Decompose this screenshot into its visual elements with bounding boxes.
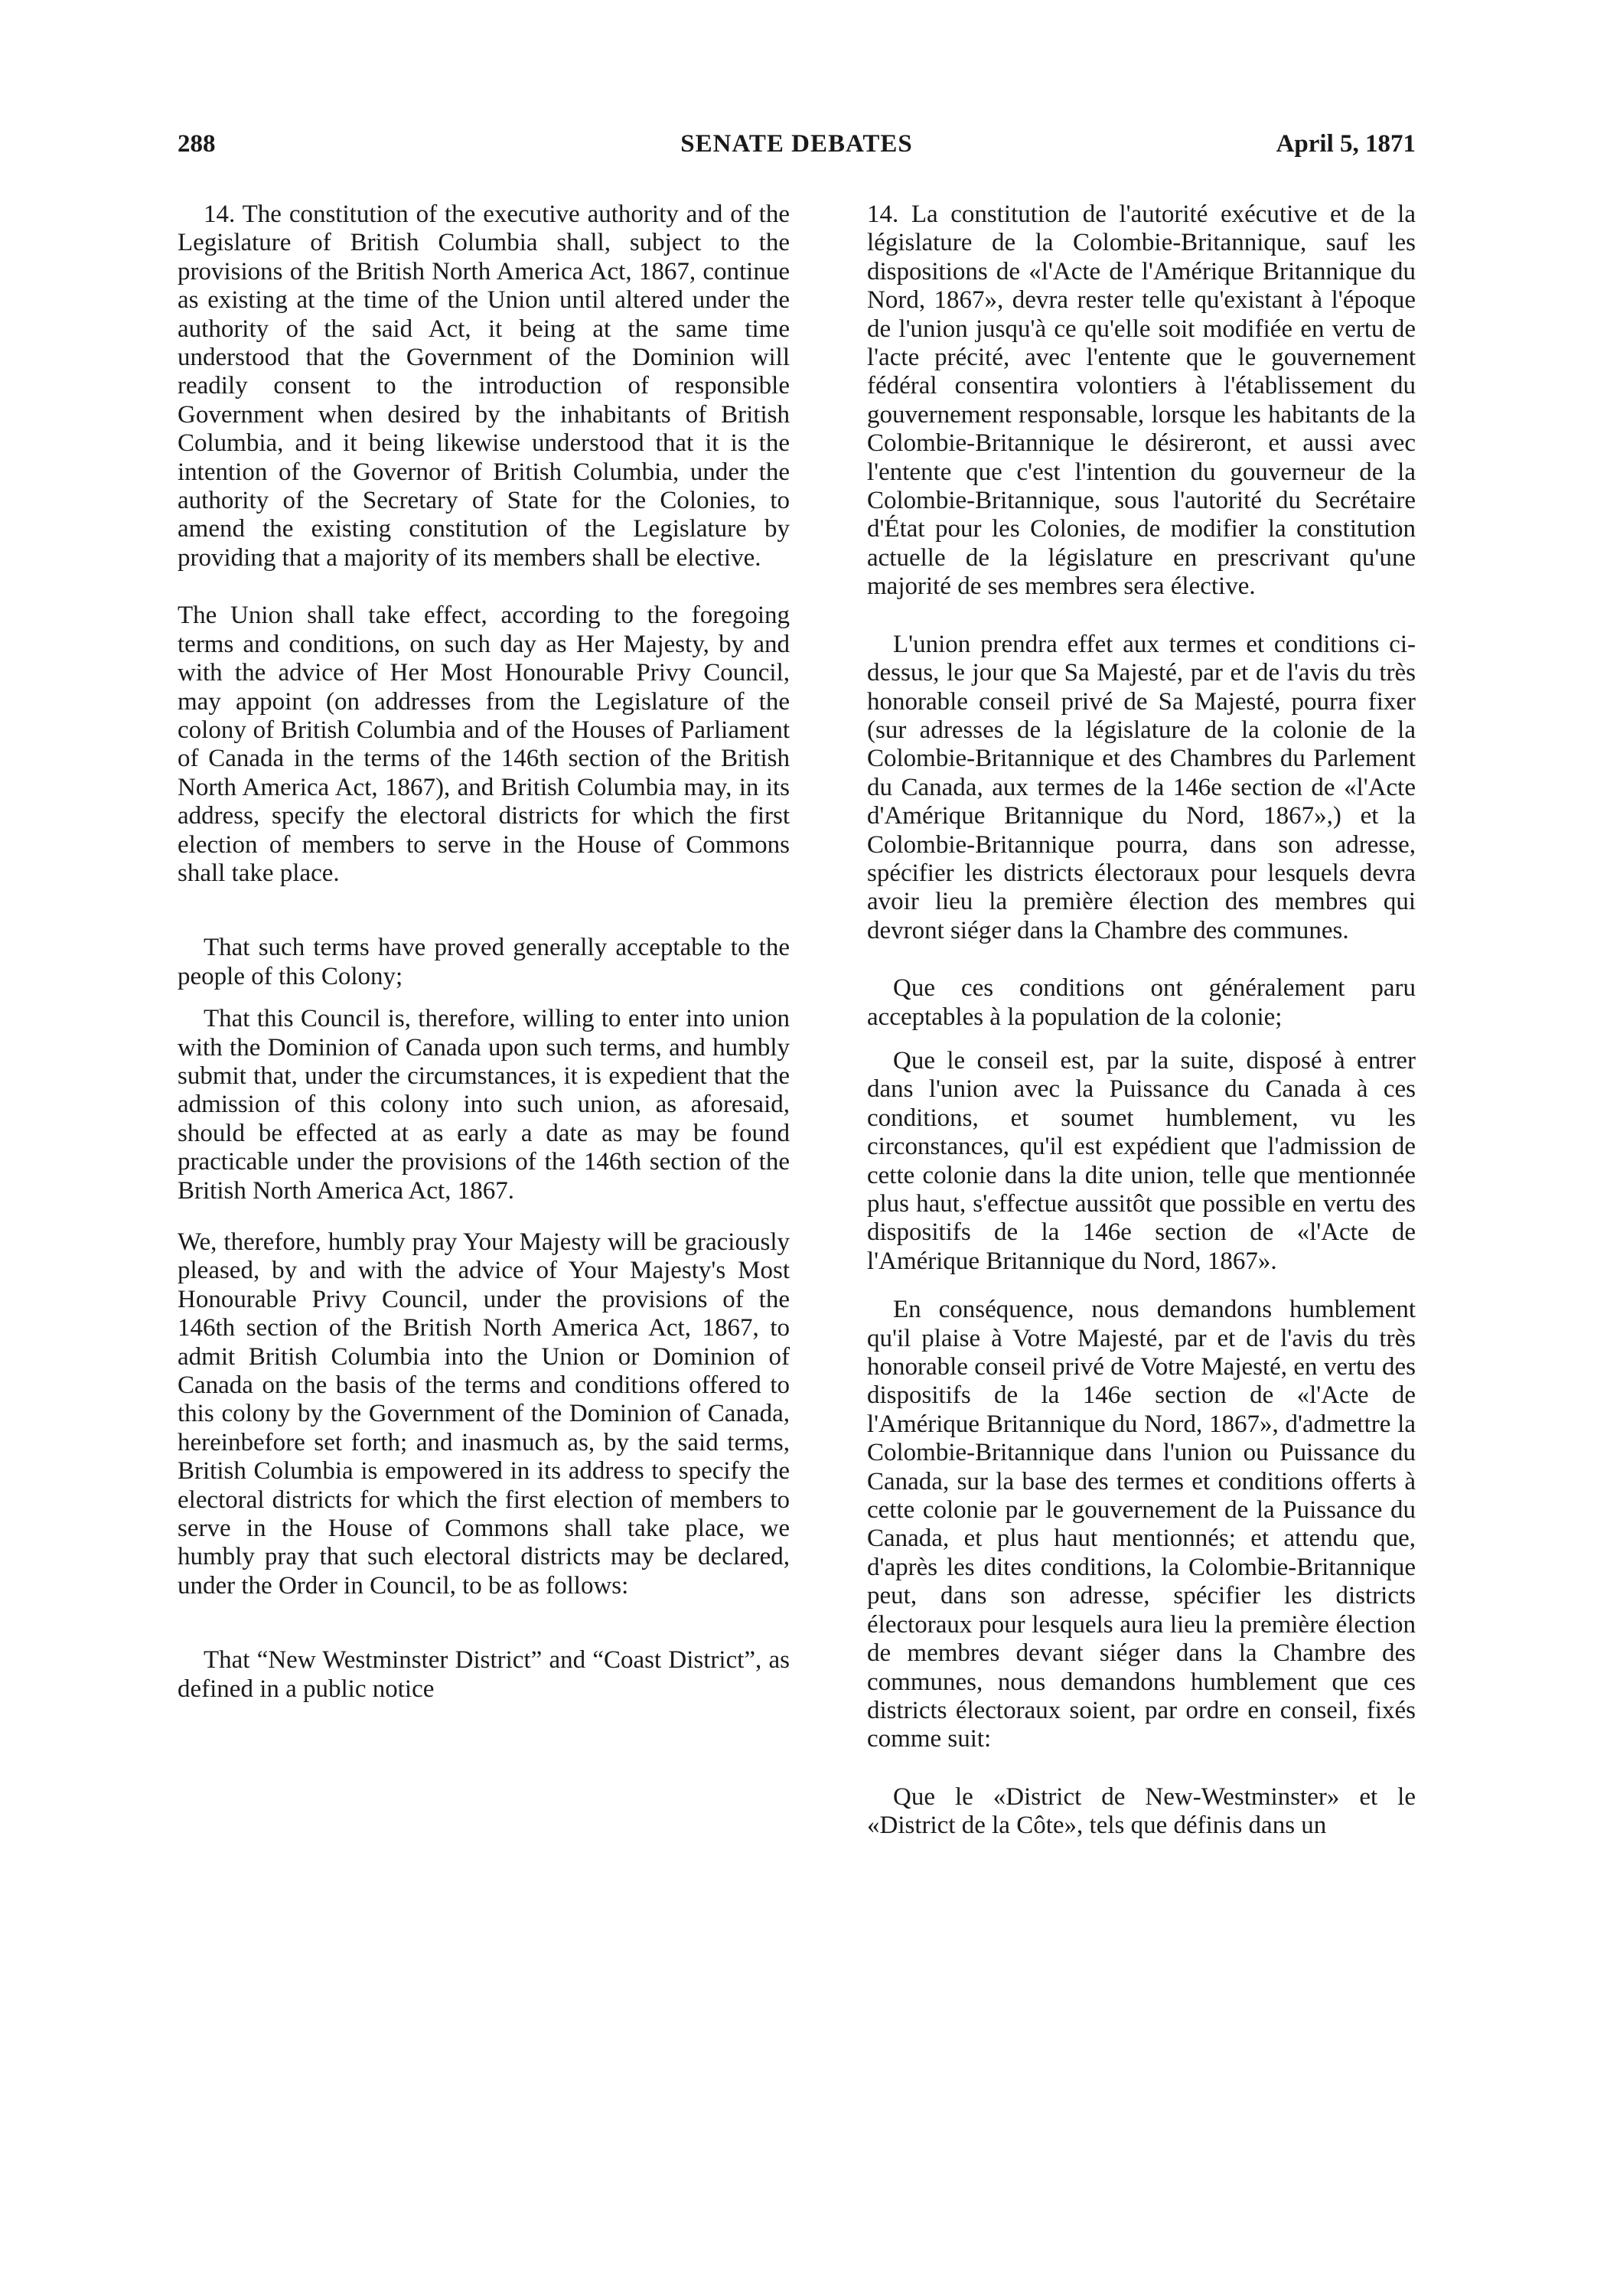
en-paragraph-districts: That “New Westminster District” and “Coast District”, as defined in a public notice xyxy=(178,1646,790,1703)
fr-paragraph-union-effet: L'union prendra effet aux termes et conditions ci-dessus, le jour que Sa Majesté, par et de l'avis du très honorable conseil privé de Sa Majesté, pourra fixer (sur adresses de la législature de la colonie de la Colombie-Britannique et des Chambres du Parlement du Canada, aux termes de la 146e section de «l'Acte d'Amérique Britannique du Nord, 1867»,) et la Colombie-Britannique pourra, dans son adresse, spécifier les districts électoraux pour lesquels devra avoir lieu la première élection des membres qui devront siéger dans la Chambre des communes. xyxy=(867,630,1416,944)
page-number: 288 xyxy=(178,130,216,158)
fr-paragraph-consequence: En conséquence, nous demandons humblement qu'il plaise à Votre Majesté, par et de l'avis du très honorable conseil privé de Votre Majesté, en vertu des dispositifs de la 146e section de «l'Acte de l'Amérique Britannique du Nord, 1867», d'admettre la Colombie-Britannique dans l'union ou Puissance du Canada, sur la base des termes et conditions offerts à cette colonie par le gouvernement de la Puissance du Canada, et plus haut mentionnés; et attendu que, d'après les dites conditions, la Colombie-Britannique peut, dans son adresse, spécifier les districts électoraux pour lesquels aura lieu la première élection de membres devant siéger dans la Chambre des communes, nous demandons humblement que ces districts électoraux soient, par ordre en conseil, fixés comme suit: xyxy=(867,1296,1416,1753)
en-paragraph-union-effect: The Union shall take effect, according to the foregoing terms and conditions, on such day as Her Majesty, by and with the advice of Her Most Honourable Privy Council, may appoint (on addresses from the Legislature of the colony of British Columbia and of the Houses of Parliament of Canada in the terms of the 146th section of the British North America Act, 1867), and British Columbia may, in its address, specify the electoral districts for which the first election of members to serve in the House of Commons shall take place. xyxy=(178,602,790,887)
page-header xyxy=(178,130,1416,176)
fr-paragraph-conseil: Que le conseil est, par la suite, disposé à entrer dans l'union avec la Puissance du Canada à ces conditions, et soumet humblement, vu les circonstances, qu'il est expédient que l'admission de cette colonie dans la dite union, telle que mentionnée plus haut, s'effectue aussitôt que possible en vertu des dispositifs de la 146e section de «l'Acte de l'Amérique Britannique du Nord, 1867». xyxy=(867,1046,1416,1275)
en-paragraph-council-willing: That this Council is, therefore, willing to enter into union with the Dominion of Canada upon such terms, and humbly submit that, under the circumstances, it is expedient that the admission of this colony into such union, as aforesaid, should be effected at as early a date as may be found practicable under the provisions of the 146th section of the British North America Act, 1867. xyxy=(178,1005,790,1205)
en-paragraph-humbly-pray: We, therefore, humbly pray Your Majesty will be graciously pleased, by and with the advice of Your Majesty's Most Honourable Privy Council, under the provisions of the 146th section of the British North America Act, 1867, to admit British Columbia into the Union or Dominion of Canada on the basis of the terms and conditions offered to this colony by the Government of the Dominion of Canada, hereinbefore set forth; and inasmuch as, by the said terms, British Columbia is empowered in its address to specify the electoral districts for which the first election of members to serve in the House of Commons shall take place, we humbly pray that such electoral districts may be declared, under the Order in Council, to be as follows: xyxy=(178,1228,790,1600)
fr-paragraph-districts: Que le «District de New-Westminster» et le «District de la Côte», tels que définis dans un xyxy=(867,1782,1416,1840)
running-title: SENATE DEBATES xyxy=(680,130,913,158)
fr-paragraph-conditions: Que ces conditions ont généralement paru acceptables à la population de la colonie; xyxy=(867,974,1416,1031)
french-column xyxy=(867,201,1416,1841)
en-paragraph-terms-acceptable: That such terms have proved generally acceptable to the people of this Colony; xyxy=(178,934,790,990)
english-column xyxy=(178,201,790,1704)
en-paragraph-14: 14. The constitution of the executive authority and of the Legislature of British Columbia shall, subject to the provisions of the British North America Act, 1867, continue as existing at the time of the Union until altered under the authority of the said Act, it being at the same time understood that the Government of the Dominion will readily consent to the introduction of responsible Government when desired by the inhabitants of British Columbia, and it being likewise understood that it is the intention of the Governor of British Columbia, under the authority of the Secretary of State for the Colonies, to amend the existing constitution of the Legislature by providing that a majority of its members shall be elective. xyxy=(178,201,790,572)
header-date: April 5, 1871 xyxy=(1276,130,1416,158)
fr-paragraph-14: 14. La constitution de l'autorité exécutive et de la législature de la Colombie-Britannique, sauf les dispositions de «l'Acte de l'Amérique Britannique du Nord, 1867», devra rester telle qu'existant à l'époque de l'union jusqu'à ce qu'elle soit modifiée en vertu de l'acte précité, avec l'entente que le gouvernement fédéral consentira volontiers à l'établissement du gouvernement responsable, lorsque les habitants de la Colombie-Britannique le désireront, et aussi avec l'entente que c'est l'intention du gouverneur de la Colombie-Britannique, sous l'autorité du Secrétaire d'État pour les Colonies, de modifier la constitution actuelle de la législature en prescrivant qu'une majorité de ses membres sera élective. xyxy=(867,201,1416,601)
